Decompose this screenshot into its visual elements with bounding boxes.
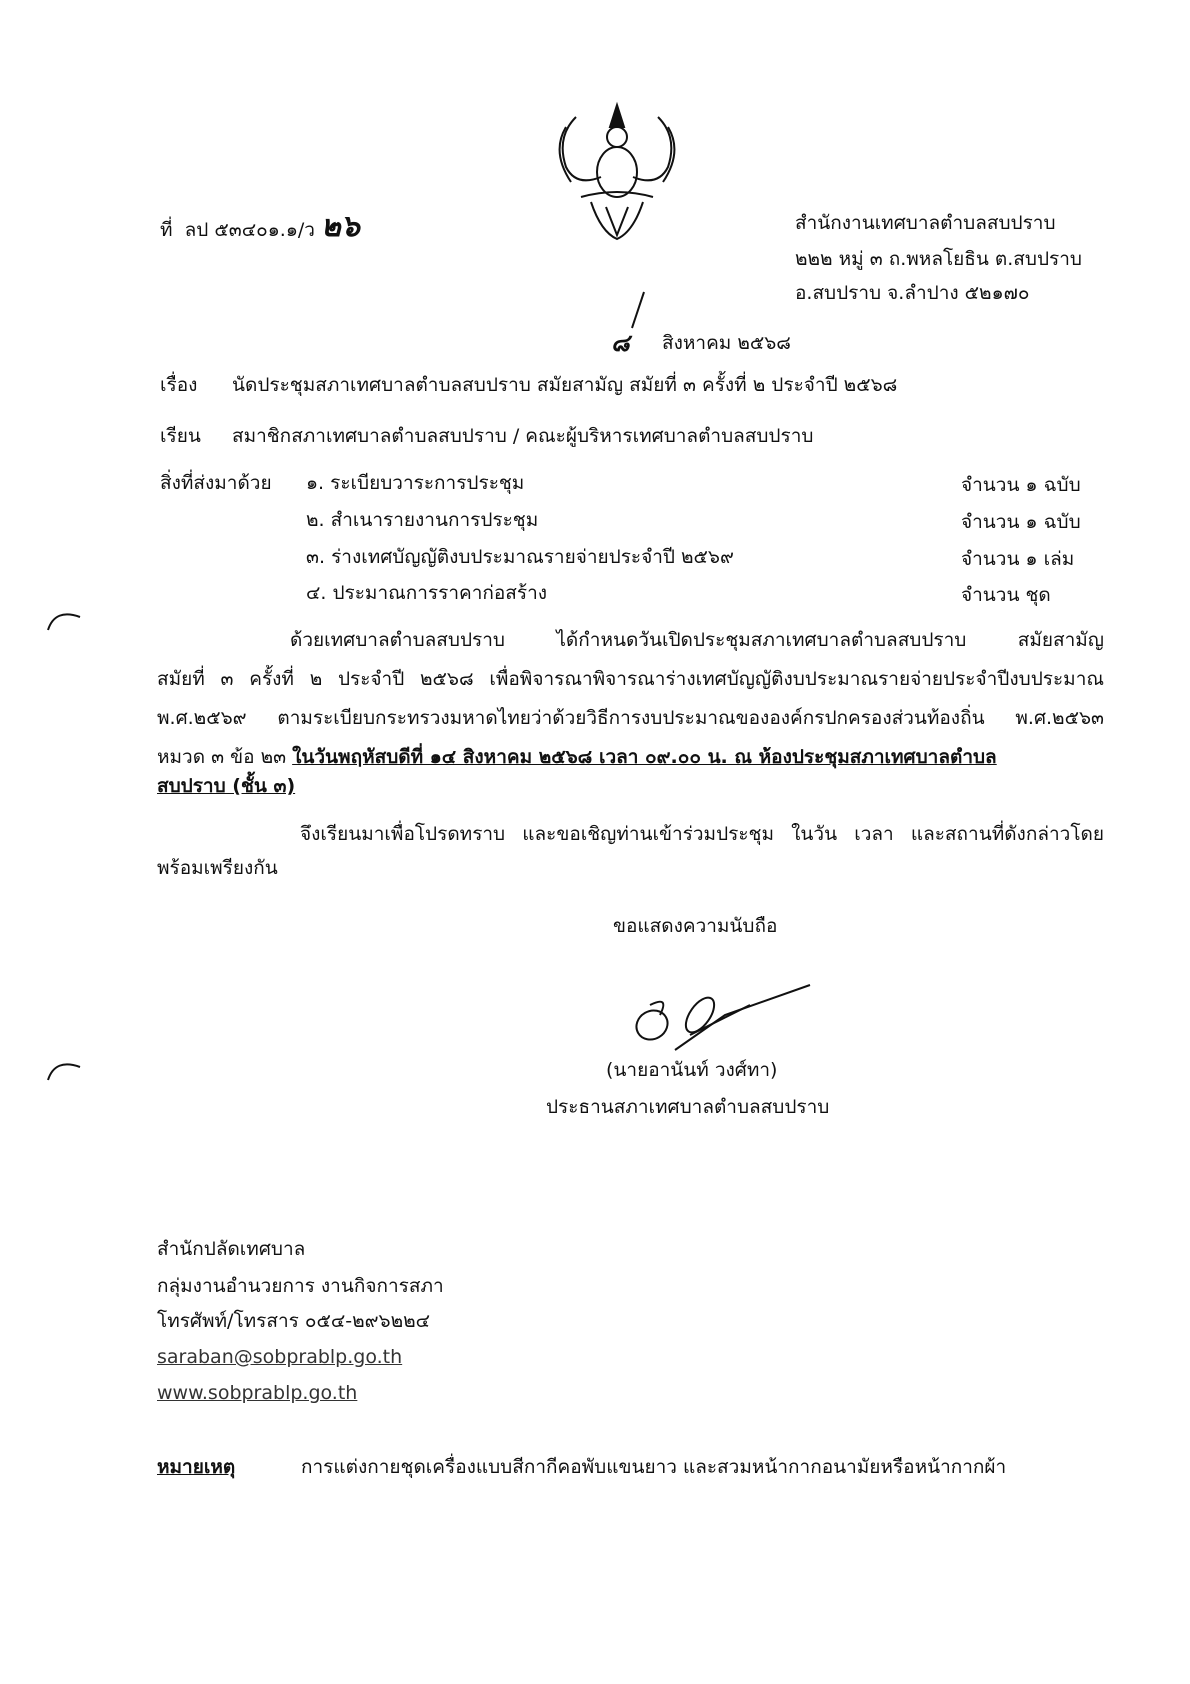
body-paragraph-line: สมัยที่ ๓ ครั้งที่ ๒ ประจำปี ๒๕๖๘ เพื่อพิจารณาพิจารณาร่างเทศบัญญัติงบประมาณรายจ่ายประจำปีงบประมาณ <box>157 668 1104 690</box>
doc-number-label: ที่ <box>160 219 173 241</box>
punch-hole-mark <box>45 605 85 635</box>
enclosure-item: ๑. ระเบียบวาระการประชุม <box>306 472 525 494</box>
enclosures-label: สิ่งที่ส่งมาด้วย <box>160 472 272 494</box>
meeting-datetime-place: ในวันพฤหัสบดีที่ ๑๔ สิงหาคม ๒๕๖๘ เวลา ๐๙.๐๐ น. ณ ห้องประชุมสภาเทศบาลตำบล <box>292 746 997 768</box>
doc-number-value: ลป ๕๓๔๐๑.๑/ว <box>184 219 315 241</box>
enclosure-qty: จำนวน ๑ เล่ม <box>961 548 1075 570</box>
enclosure-qty: จำนวน ๑ ฉบับ <box>961 474 1081 496</box>
signature <box>630 975 830 1055</box>
footer-phone: โทรศัพท์/โทรสาร ๐๕๔-๒๙๖๒๒๔ <box>157 1310 431 1332</box>
meeting-place-floor: สบปราบ (ชั้น ๓) <box>157 775 296 797</box>
punch-hole-mark <box>45 1055 85 1085</box>
subject-label: เรื่อง <box>160 374 198 396</box>
office-line-2: ๒๒๒ หมู่ ๓ ถ.พหลโยธิน ต.สบปราบ <box>795 248 1082 270</box>
doc-number <box>160 209 360 244</box>
footer-website-link[interactable]: www.sobprablp.go.th <box>157 1382 358 1404</box>
note-label: หมายเหตุ <box>157 1456 236 1478</box>
body-paragraph-line: จึงเรียนมาเพื่อโปรดทราบ และขอเชิญท่านเข้าร่วมประชุม ในวัน เวลา และสถานที่ดังกล่าวโดย <box>300 823 1104 845</box>
signer-name: (นายอานันท์ วงศ์ทา) <box>606 1059 778 1081</box>
office-line-1: สำนักงานเทศบาลตำบลสบปราบ <box>795 212 1056 234</box>
handwritten-stroke <box>628 290 648 330</box>
enclosure-item: ๔. ประมาณการราคาก่อสร้าง <box>306 582 548 604</box>
body-paragraph-line: พร้อมเพรียงกัน <box>157 857 278 879</box>
to-label: เรียน <box>160 425 201 447</box>
footer-division: กลุ่มงานอำนวยการ งานกิจการสภา <box>157 1275 444 1297</box>
body-paragraph-line: ด้วยเทศบาลตำบลสบปราบ ได้กำหนดวันเปิดประชุมสภาเทศบาลตำบลสบปราบ สมัยสามัญ <box>290 629 1104 651</box>
to-text: สมาชิกสภาเทศบาลตำบลสบปราบ / คณะผู้บริหารเทศบาลตำบลสบปราบ <box>232 425 814 447</box>
date: สิงหาคม ๒๕๖๘ <box>662 332 791 354</box>
date-day-handwritten: ๘ <box>611 329 630 357</box>
body-paragraph-line: พ.ศ.๒๕๖๙ ตามระเบียบกระทรวงมหาดไทยว่าด้วยวิธีการงบประมาณขององค์กรปกครองส่วนท้องถิ่น พ.ศ.๒๕๖๓ <box>157 707 1104 729</box>
note-text: การแต่งกายชุดเครื่องแบบสีกากีคอพับแขนยาว และสวมหน้ากากอนามัยหรือหน้ากากผ้า <box>301 1456 1007 1478</box>
body-paragraph-line <box>157 748 997 767</box>
enclosure-item: ๓. ร่างเทศบัญญัติงบประมาณรายจ่ายประจำปี ๒๕๖๙ <box>306 546 734 568</box>
enclosure-item: ๒. สำเนารายงานการประชุม <box>306 509 539 531</box>
garuda-emblem <box>546 97 688 243</box>
doc-number-handwritten: ๒๖ <box>321 209 360 244</box>
signer-position: ประธานสภาเทศบาลตำบลสบปราบ <box>546 1096 830 1118</box>
enclosure-qty: จำนวน ๑ ฉบับ <box>961 511 1081 533</box>
enclosure-qty: จำนวน ชุด <box>961 584 1051 606</box>
subject-text: นัดประชุมสภาเทศบาลตำบลสบปราบ สมัยสามัญ สมัยที่ ๓ ครั้งที่ ๒ ประจำปี ๒๕๖๘ <box>232 374 898 396</box>
office-line-3: อ.สบปราบ จ.ลำปาง ๕๒๑๗๐ <box>795 282 1030 304</box>
body-text: หมวด ๓ ข้อ ๒๓ <box>157 746 293 768</box>
footer-email-link[interactable]: saraban@sobprablp.go.th <box>157 1346 403 1368</box>
footer-department: สำนักปลัดเทศบาล <box>157 1238 306 1260</box>
closing: ขอแสดงความนับถือ <box>613 915 778 937</box>
